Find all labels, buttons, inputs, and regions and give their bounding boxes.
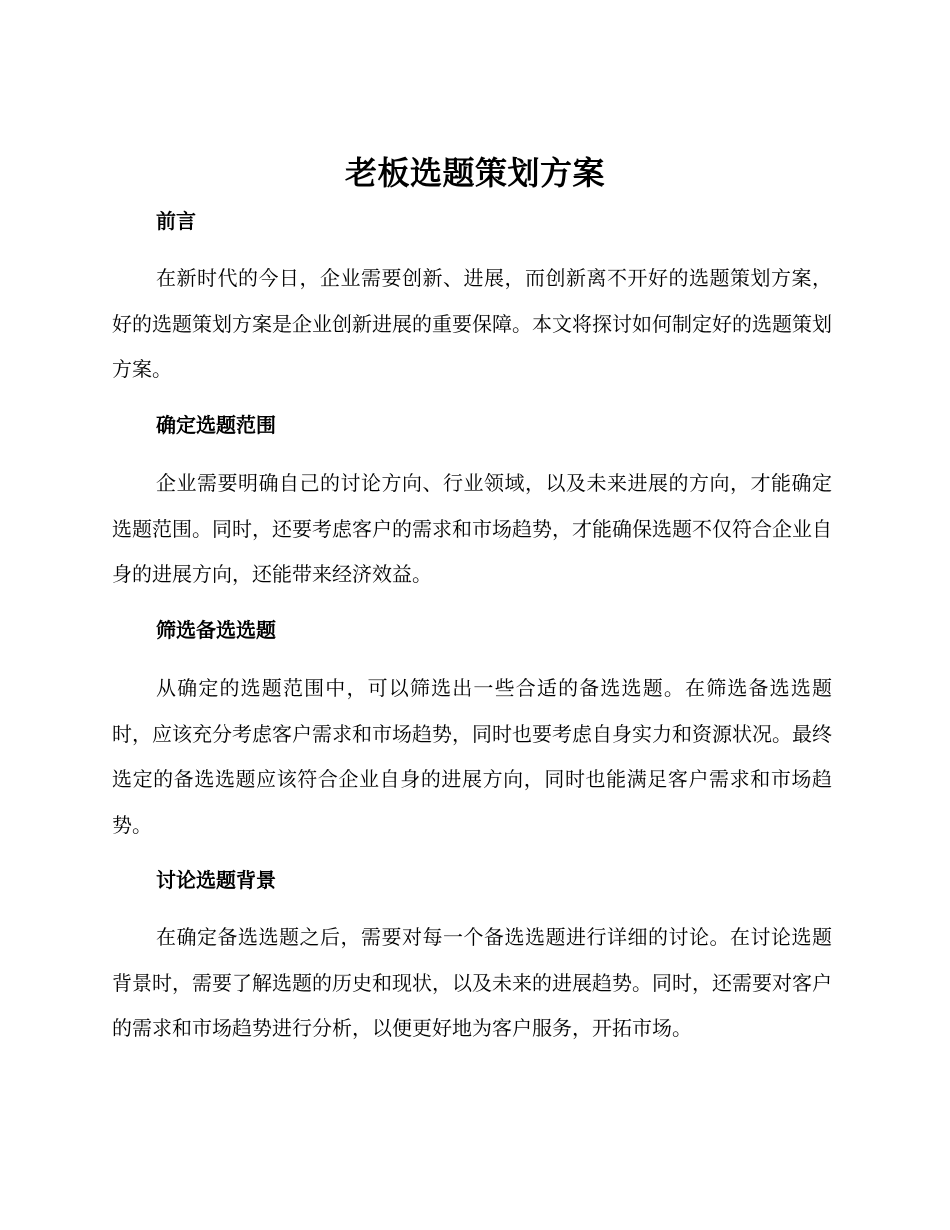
section-paragraph-background: 在确定备选选题之后，需要对每一个备选选题进行详细的讨论。在讨论选题背景时，需要了解选题的历史和现状，以及未来的进展趋势。同时，还需要对客户的需求和市场趋势进行分析，以便更好地为客户服务，开拓市场。 xyxy=(112,925,832,1040)
section-heading-screening: 筛选备选选题 xyxy=(156,618,276,642)
section-heading-preface: 前言 xyxy=(156,209,196,233)
section-heading-scope: 确定选题范围 xyxy=(156,413,276,437)
section-paragraph-preface: 在新时代的今日，企业需要创新、进展，而创新离不开好的选题策划方案，好的选题策划方案是企业创新进展的重要保障。本文将探讨如何制定好的选题策划方案。 xyxy=(112,266,832,381)
section-heading-background: 讨论选题背景 xyxy=(156,868,276,892)
section-paragraph-screening: 从确定的选题范围中，可以筛选出一些合适的备选选题。在筛选备选选题时，应该充分考虑客户需求和市场趋势，同时也要考虑自身实力和资源状况。最终选定的备选选题应该符合企业自身的进展方向，同时也能满足客户需求和市场趋势。 xyxy=(112,676,832,837)
document-title: 老板选题策划方案 xyxy=(344,154,605,192)
section-paragraph-scope: 企业需要明确自己的讨论方向、行业领域，以及未来进展的方向，才能确定选题范围。同时，还要考虑客户的需求和市场趋势，才能确保选题不仅符合企业自身的进展方向，还能带来经济效益。 xyxy=(112,471,832,586)
